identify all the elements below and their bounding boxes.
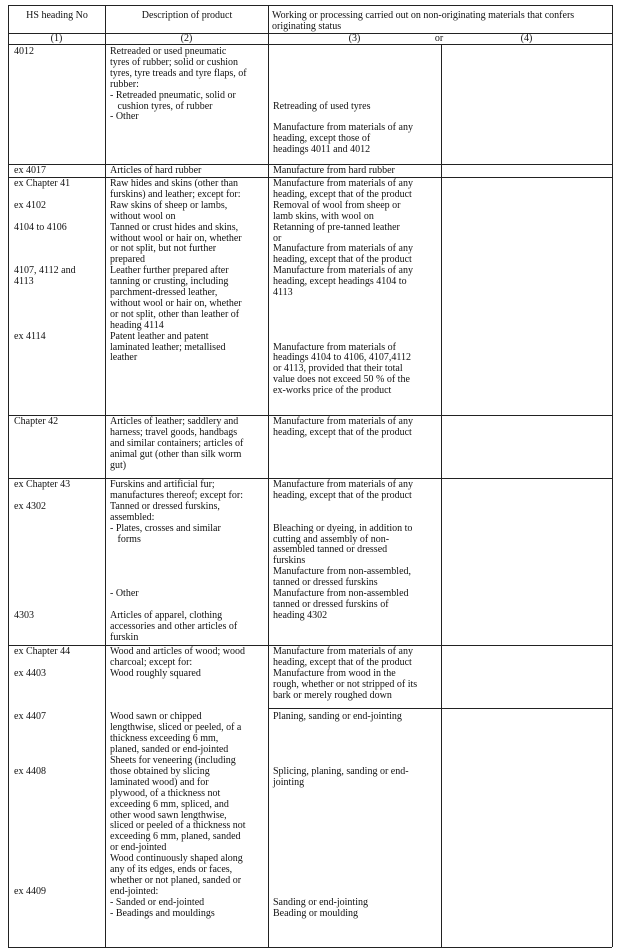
cell-work-line: or <box>273 232 282 244</box>
cell-desc-line: whether or not planed, sanded or <box>110 874 242 886</box>
cell-work-line: Bleaching or dyeing, in addition to <box>273 522 413 534</box>
header-col2: (2) <box>180 33 193 44</box>
cell-hs-line: ex 4302 <box>14 500 46 512</box>
cell-desc-line: Raw skins of sheep or lambs, <box>110 199 228 211</box>
cell-work-line: heading, except that of the product <box>273 426 412 438</box>
cell-desc-line: assembled: <box>110 511 155 523</box>
cell-work-line: or 4113, provided that their total <box>273 363 403 375</box>
cell-desc-line: those obtained by slicing <box>110 765 210 777</box>
cell-desc-line: - Sanded or end-jointed <box>110 896 205 908</box>
cell-desc-line: Leather further prepared after <box>110 265 229 277</box>
cell-desc-line: other wood sawn lengthwise, <box>110 809 227 821</box>
cell-work-line: heading, except that of the product <box>273 656 412 668</box>
header-col4: (4) <box>520 33 533 44</box>
cell-hs-line: ex Chapter 43 <box>14 479 71 490</box>
cell-work-line: heading, except those of <box>273 133 371 145</box>
cell-desc-line: end-jointed: <box>110 885 159 897</box>
cell-work-line: jointing <box>273 776 305 788</box>
cell-hs-line: ex 4017 <box>14 165 46 176</box>
table-border-bottom <box>8 947 612 948</box>
cell-work-line: Manufacture from non-assembled, <box>273 566 412 578</box>
cell-hs-line: ex Chapter 44 <box>14 646 71 657</box>
cell-desc-line: tyres of rubber; solid or cushion <box>110 56 239 68</box>
cell-desc-line: furskins) and leather; except for: <box>110 188 241 200</box>
cell-desc-line: Wood roughly squared <box>110 667 201 679</box>
column-divider-2 <box>268 5 269 947</box>
cell-work-line: Manufacture from materials of any <box>273 178 413 189</box>
cell-work-line: tanned or dressed furskins <box>273 577 378 589</box>
cell-hs-line: 4104 to 4106 <box>14 221 67 233</box>
cell-desc-line: charcoal; except for: <box>110 656 193 668</box>
cell-work-line: Planing, sanding or end-jointing <box>273 711 402 723</box>
cell-desc-line: laminated leather; metallised <box>110 341 226 353</box>
cell-work-line: Splicing, planing, sanding or end- <box>273 765 409 777</box>
cell-work-line: Manufacture from materials of any <box>273 243 413 255</box>
cell-work-line: 4113 <box>273 287 293 298</box>
cell-work-line: Manufacture from wood in the <box>273 667 396 679</box>
cell-work-line: Manufacture from hard rubber <box>273 165 395 176</box>
cell-desc-line: sliced or peeled of a thickness not <box>110 820 246 832</box>
cell-desc-line: Wood and articles of wood; wood <box>110 646 245 657</box>
cell-work-line: Manufacture from materials of any <box>273 646 413 657</box>
cell-desc-line: cushion tyres, of rubber <box>110 100 213 112</box>
cell-desc-line: without wool or hair on, whether <box>110 297 242 309</box>
cell-hs-line: Chapter 42 <box>14 416 59 427</box>
cell-work-line: Beading or moulding <box>273 907 358 919</box>
table-border-left <box>8 5 9 947</box>
cell-work-line: bark or merely roughed down <box>273 689 392 701</box>
table-border-top <box>8 5 612 6</box>
cell-desc-line: - Other <box>110 111 139 123</box>
cell-desc-line: Wood continuously shaped along <box>110 853 243 865</box>
cell-desc-line: exceeding 6 mm, spliced, and <box>110 798 229 810</box>
cell-desc-line: or not split, other than leather of <box>110 308 240 320</box>
cell-desc-line: Furskins and artificial fur; <box>110 479 215 490</box>
cell-desc-line: - Other <box>110 588 139 599</box>
cell-desc-line: - Retreaded pneumatic, solid or <box>110 89 236 101</box>
cell-desc-line: gut) <box>110 459 127 471</box>
header-hs-heading-no: HS heading No <box>26 10 88 21</box>
cell-hs-line: ex Chapter 41 <box>14 178 71 189</box>
cell-work-line: assembled tanned or dressed <box>273 544 388 556</box>
column-divider-3 <box>441 44 442 947</box>
cell-desc-line: - Beadings and mouldings <box>110 907 215 919</box>
cell-desc-line: tanning or crusting, including <box>110 276 229 288</box>
cell-desc-line: Wood sawn or chipped <box>110 711 202 723</box>
cell-work-line: Removal of wool from sheep or <box>273 199 401 211</box>
cell-desc-line: plywood, of a thickness not <box>110 787 221 799</box>
cell-hs-line: 4107, 4112 and <box>14 265 76 277</box>
cell-desc-line: rubber: <box>110 78 139 90</box>
cell-desc-line: - Plates, crosses and similar <box>110 522 221 534</box>
cell-work-line: tanned or dressed furskins of <box>273 598 389 610</box>
header-or: or <box>434 33 444 44</box>
cell-desc-line: accessories and other articles of <box>110 620 238 632</box>
cell-work-line: Retreading of used tyres <box>273 100 371 112</box>
header-description: Description of product <box>141 10 233 21</box>
cell-desc-line: without wool or hair on, whether <box>110 232 242 244</box>
cell-desc-line: parchment-dressed leather, <box>110 287 218 298</box>
table-border-right <box>612 5 613 947</box>
header-col3: (3) <box>348 33 361 44</box>
cell-desc-line: or not split, but not further <box>110 243 217 255</box>
row-divider-4407 <box>268 708 612 709</box>
cell-desc-line: Raw hides and skins (other than <box>110 178 239 189</box>
cell-hs-line: ex 4403 <box>14 667 46 679</box>
cell-desc-line: exceeding 6 mm, planed, sanded <box>110 831 241 843</box>
cell-work-line: Manufacture from non-assembled <box>273 588 409 599</box>
cell-work-line: Manufacture from materials of any <box>273 416 413 427</box>
cell-work-line: heading, except that of the product <box>273 489 412 501</box>
cell-desc-line: prepared <box>110 254 145 266</box>
cell-hs-line: 4113 <box>14 276 34 288</box>
cell-desc-line: Patent leather and patent <box>110 330 209 342</box>
cell-work-line: ex-works price of the product <box>273 385 392 397</box>
cell-desc-line: thickness exceeding 6 mm, <box>110 733 219 745</box>
cell-work-line: heading 4302 <box>273 609 328 621</box>
cell-hs-line: 4303 <box>14 609 34 621</box>
cell-desc-line: forms <box>110 533 141 545</box>
cell-work-line: Manufacture from materials of any <box>273 122 413 134</box>
cell-hs-line: ex 4409 <box>14 885 46 897</box>
cell-work-line: rough, whether or not stripped of its <box>273 678 418 690</box>
column-divider-1 <box>105 5 106 947</box>
cell-desc-line: Sheets for veneering (including <box>110 755 236 766</box>
cell-desc-line: lengthwise, sliced or peeled, of a <box>110 722 242 734</box>
cell-work-line: Manufacture from materials of any <box>273 265 413 277</box>
cell-desc-line: leather <box>110 352 138 364</box>
cell-desc-line: animal gut (other than silk worm <box>110 448 242 460</box>
cell-desc-line: furskin <box>110 631 139 643</box>
cell-desc-line: Retreaded or used pneumatic <box>110 46 227 57</box>
cell-desc-line: heading 4114 <box>110 319 164 331</box>
cell-work-line: heading, except headings 4104 to <box>273 276 407 288</box>
cell-work-line: lamb skins, with wool on <box>273 210 374 222</box>
cell-desc-line: planed, sanded or end-jointed <box>110 744 229 756</box>
cell-work-line: Retanning of pre-tanned leather <box>273 221 400 233</box>
cell-desc-line: any of its edges, ends or faces, <box>110 864 233 875</box>
header-working: Working or processing carried out on non-originating materials that confers originating status <box>272 10 575 32</box>
cell-desc-line: manufactures thereof; except for: <box>110 489 243 501</box>
cell-desc-line: and similar containers; articles of <box>110 437 244 449</box>
cell-desc-line: without wool on <box>110 210 176 222</box>
cell-desc-line: or end-jointed <box>110 842 167 854</box>
cell-desc-line: Tanned or crust hides and skins, <box>110 221 239 233</box>
cell-work-line: furskins <box>273 555 306 567</box>
cell-hs-line: ex 4114 <box>14 330 46 342</box>
cell-hs-line: ex 4407 <box>14 711 46 723</box>
cell-hs-line: ex 4102 <box>14 199 46 211</box>
cell-work-line: Sanding or end-jointing <box>273 896 368 908</box>
cell-work-line: Manufacture from materials of <box>273 341 397 353</box>
cell-work-line: headings 4104 to 4106, 4107,4112 <box>273 352 411 364</box>
cell-desc-line: harness; travel goods, handbags <box>110 426 238 438</box>
cell-work-line: Manufacture from materials of any <box>273 479 413 490</box>
cell-hs-line: 4012 <box>14 46 34 57</box>
cell-work-line: value does not exceed 50 % of the <box>273 374 410 386</box>
header-col1: (1) <box>50 33 63 44</box>
cell-work-line: headings 4011 and 4012 <box>273 144 371 156</box>
cell-desc-line: Tanned or dressed furskins, <box>110 500 220 512</box>
cell-work-line: heading, except that of the product <box>273 254 412 266</box>
cell-desc-line: tyres, tyre treads and tyre flaps, of <box>110 67 247 79</box>
cell-desc-line: Articles of hard rubber <box>110 165 202 176</box>
cell-desc-line: laminated wood) and for <box>110 776 209 788</box>
cell-desc-line: Articles of apparel, clothing <box>110 609 223 621</box>
cell-work-line: cutting and assembly of non- <box>273 533 390 545</box>
cell-work-line: heading, except that of the product <box>273 188 412 200</box>
cell-hs-line: ex 4408 <box>14 765 46 777</box>
cell-desc-line: Articles of leather; saddlery and <box>110 416 239 427</box>
